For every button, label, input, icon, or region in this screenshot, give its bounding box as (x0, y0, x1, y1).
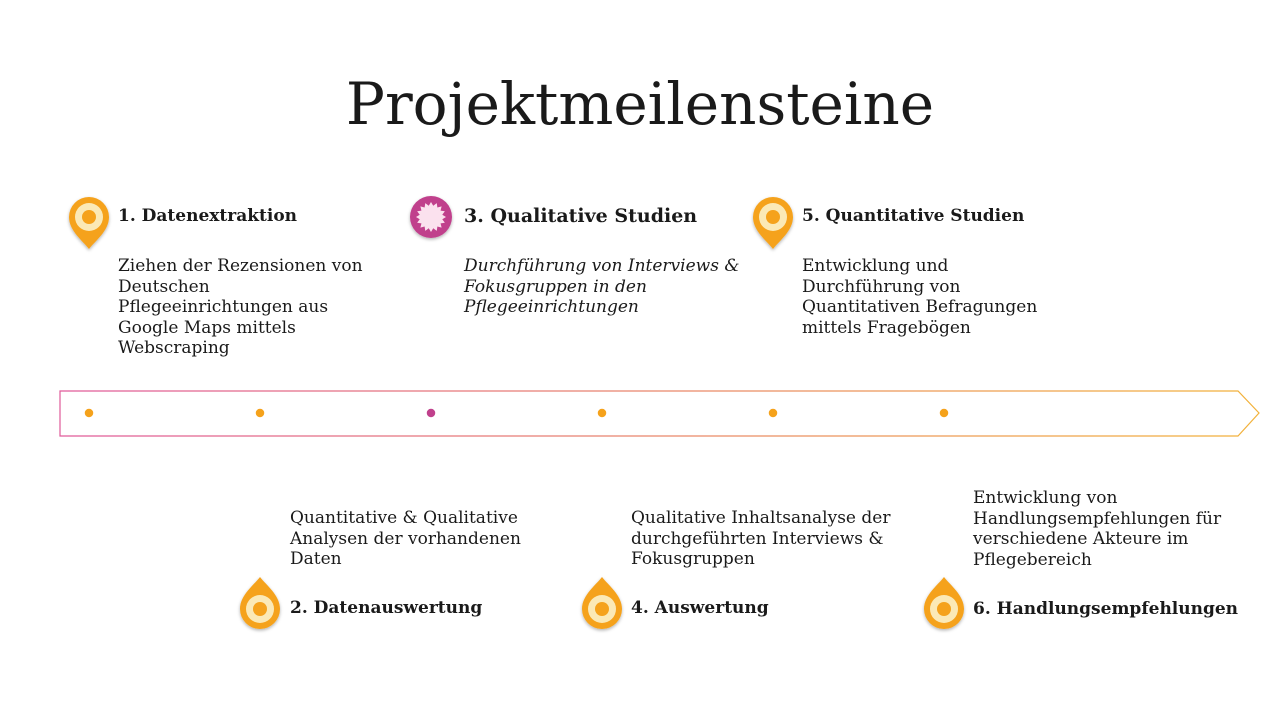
milestone-6-title: 6. Handlungsempfehlungen (973, 599, 1239, 619)
map-pin-icon (69, 197, 109, 249)
timeline-dot-6 (939, 408, 949, 418)
map-pin-icon (924, 577, 964, 629)
milestone-4-title: 4. Auswertung (631, 598, 769, 618)
milestone-3-title: 3. Qualitative Studien (464, 205, 698, 227)
milestone-1-marker (69, 197, 109, 418)
milestone-4-marker (582, 408, 622, 629)
milestone-2-marker (240, 408, 280, 629)
milestone-1-description: Ziehen der Rezensionen von Deutschen Pflegeeinrichtungen aus Google Maps mittels Webscraping (118, 256, 363, 358)
milestone-6-description: Entwicklung von Handlungsempfehlungen für verschiedene Akteure im Pflegebereich (973, 488, 1222, 570)
timeline-arrow (60, 391, 1259, 436)
milestone-2-title: 2. Datenauswertung (290, 598, 483, 618)
map-pin-icon (582, 577, 622, 629)
map-pin-icon (753, 197, 793, 249)
milestone-5-marker (753, 197, 793, 418)
timeline-dot-1 (84, 408, 94, 418)
slide-title: Projektmeilensteine (345, 70, 935, 138)
milestone-2-description: Quantitative & Qualitative Analysen der vorhandenen Daten (290, 508, 521, 569)
milestone-6-marker (924, 408, 964, 629)
milestone-1-title: 1. Datenextraktion (118, 206, 298, 226)
timeline-dot-4 (597, 408, 607, 418)
milestone-3-marker (410, 196, 452, 418)
starburst-badge-icon (410, 196, 452, 238)
timeline-dot-5 (768, 408, 778, 418)
map-pin-icon (240, 577, 280, 629)
timeline-dot-3 (426, 408, 436, 418)
milestone-5-title: 5. Quantitative Studien (802, 206, 1025, 226)
timeline-dot-2 (255, 408, 265, 418)
milestone-4-description: Qualitative Inhaltsanalyse der durchgeführten Interviews & Fokusgruppen (631, 508, 891, 569)
milestone-3-description: Durchführung von Interviews & Fokusgruppen in den Pflegeeinrichtungen (464, 256, 740, 317)
milestone-5-description: Entwicklung und Durchführung von Quantitativen Befragungen mittels Fragebögen (802, 256, 1038, 338)
